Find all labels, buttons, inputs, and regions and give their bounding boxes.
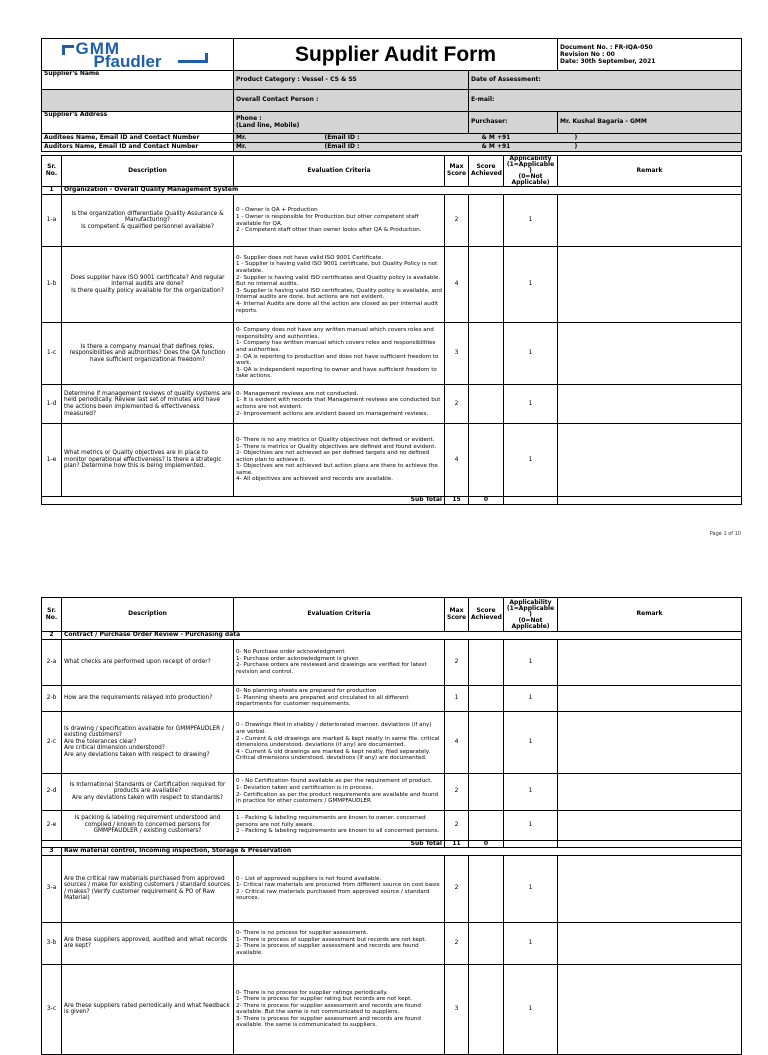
subtotal-max: 11 bbox=[445, 840, 469, 848]
row-score-achieved[interactable] bbox=[469, 964, 504, 1054]
auditees-label: Auditees Name, Email ID and Contact Number bbox=[42, 134, 234, 143]
row-score-achieved[interactable] bbox=[469, 424, 504, 497]
row-evaluation-criteria: 0- There is no any metrics or Quality objectives not defined or evident. 1- There is metrics or Quality objectives are defined and found evident. 2- Objectives are not achieved as per defined targets and no defined action plan to achieve it. 3- Objectives are not achieved but action plans are there to achieve the same. 4- All objectives are achieved and records are available. bbox=[234, 424, 445, 497]
row-score-achieved[interactable] bbox=[469, 247, 504, 323]
row-max-score: 2 bbox=[445, 385, 469, 424]
row-applicability[interactable]: 1 bbox=[504, 810, 558, 840]
row-remark[interactable] bbox=[558, 922, 742, 964]
col-applicability: Applicability (1=Applicable ) (0=Not Applicable) bbox=[504, 598, 558, 632]
auditees-details[interactable]: Mr. (Email ID : & M +91 ) bbox=[234, 134, 742, 143]
row-remark[interactable] bbox=[558, 685, 742, 711]
row-evaluation-criteria: 0 - Drawings filed in shabby / deteriorated manner. deviations (if any) are verbal. 2 - Current & old drawings are marked & kept neatly in same file. critical dimensions understood. deviations (if any) are documented. 4 - Current & old drawings are marked & kept neatly. filed separately. Critical dimensions understood. deviations (if any) are documented. bbox=[234, 711, 445, 773]
section-number: 1 bbox=[42, 187, 62, 195]
auditees-mr: Mr. bbox=[236, 133, 247, 141]
row-max-score: 2 bbox=[445, 855, 469, 922]
row-evaluation-criteria: 0 - List of approved suppliers is not found available. 1- Critical raw materials are procured from different source on cost basis 2 - Critical raw materials purchased from approved source / standard sources. bbox=[234, 855, 445, 922]
row-max-score: 4 bbox=[445, 711, 469, 773]
auditors-email: (Email ID : bbox=[324, 142, 360, 150]
row-description: Are the critical raw materials purchased from approved sources / make for existing customers / standard sources / makes? (Verify customer requirement & PO of Raw Material) bbox=[62, 855, 234, 922]
row-evaluation-criteria: 0- No Purchase order acknowledgment 1- Purchase order acknowledgment is given 2- Purchase orders are reviewed and drawings are verified for latest revision and control. bbox=[234, 639, 445, 685]
row-description: Are these suppliers rated periodically and what feedback is given? bbox=[62, 964, 234, 1054]
row-score-achieved[interactable] bbox=[469, 685, 504, 711]
row-max-score: 2 bbox=[445, 810, 469, 840]
row-score-achieved[interactable] bbox=[469, 711, 504, 773]
row-description: How are the requirements relayed into production? bbox=[62, 685, 234, 711]
row-sr-no: 1-a bbox=[42, 195, 62, 247]
email-label: E-mail: bbox=[469, 90, 742, 112]
row-remark[interactable] bbox=[558, 964, 742, 1054]
row-sr-no: 2-c bbox=[42, 711, 62, 773]
row-description: Does supplier have ISO 9001 certificate? And regular internal audits are done? Is there quality policy available for the organization? bbox=[62, 247, 234, 323]
col-evaluation-criteria: Evaluation Criteria bbox=[234, 598, 445, 632]
logo-text-gmm: GMM bbox=[75, 38, 121, 58]
section-title: Contract / Purchase Order Review - Purchasing data bbox=[62, 632, 742, 640]
col-evaluation-criteria: Evaluation Criteria bbox=[234, 156, 445, 187]
row-score-achieved[interactable] bbox=[469, 922, 504, 964]
row-description: Are these suppliers approved, audited and what records are kept? bbox=[62, 922, 234, 964]
table-row bbox=[42, 810, 742, 840]
evaluation-table-page-1 bbox=[41, 155, 742, 505]
section-header-row bbox=[42, 848, 742, 856]
auditors-mr: Mr. bbox=[236, 142, 247, 150]
overall-contact-label: Overall Contact Person : bbox=[234, 90, 469, 112]
subtotal-achieved: 0 bbox=[469, 497, 504, 505]
row-score-achieved[interactable] bbox=[469, 195, 504, 247]
row-evaluation-criteria: 0- No planning sheets are prepared for production 1- Planning sheets are prepared and circulated to all different departments for customer requirements. bbox=[234, 685, 445, 711]
table-row bbox=[42, 639, 742, 685]
table-row bbox=[42, 247, 742, 323]
auditees-mobile: & M +91 bbox=[481, 133, 511, 141]
row-remark[interactable] bbox=[558, 639, 742, 685]
row-sr-no: 2-a bbox=[42, 639, 62, 685]
col-sr-no: Sr. No. bbox=[42, 598, 62, 632]
row-applicability[interactable]: 1 bbox=[504, 964, 558, 1054]
section-title: Raw material control, Incoming inspection, Storage & Preservation bbox=[62, 848, 742, 856]
col-max-score: Max Score bbox=[445, 156, 469, 187]
row-sr-no: 1-e bbox=[42, 424, 62, 497]
row-evaluation-criteria: 0- There is no process for supplier assessment. 1- There is process of supplier assessment but records are not kept. 2- There is process of supplier assessment and records are found available. bbox=[234, 922, 445, 964]
row-applicability[interactable]: 1 bbox=[504, 424, 558, 497]
table-row bbox=[42, 773, 742, 810]
row-evaluation-criteria: 1 - Packing & labeling requirements are known to owner. concerned persons are not fully aware. 2 - Packing & labeling requirements are known to all concerned persons. bbox=[234, 810, 445, 840]
col-remark: Remark bbox=[558, 156, 742, 187]
row-applicability[interactable]: 1 bbox=[504, 685, 558, 711]
row-remark[interactable] bbox=[558, 424, 742, 497]
auditors-details[interactable]: Mr. (Email ID : & M +91 ) bbox=[234, 143, 742, 152]
table-row bbox=[42, 385, 742, 424]
table-row bbox=[42, 711, 742, 773]
row-applicability[interactable]: 1 bbox=[504, 385, 558, 424]
row-evaluation-criteria: 0- Company does not have any written manual which covers roles and responsibility and authorities. 1- Company has written manual which covers roles and responsibilities and authorities. 2- QA is reporting to production and does not have sufficient freedom to work. 3- QA is independent reporting to owner and have sufficient freedom to take actions. bbox=[234, 323, 445, 385]
auditees-email: (Email ID : bbox=[324, 133, 360, 141]
row-description: Determine if management reviews of quality systems are held periodically. Review last set of minutes and have the actions been implemented & effectiveness measured? bbox=[62, 385, 234, 424]
row-applicability[interactable]: 1 bbox=[504, 855, 558, 922]
supplier-name-field[interactable] bbox=[42, 90, 234, 112]
section-number: 2 bbox=[42, 632, 62, 640]
row-sr-no: 2-b bbox=[42, 685, 62, 711]
auditors-mobile: & M +91 bbox=[481, 142, 511, 150]
row-remark[interactable] bbox=[558, 385, 742, 424]
logo-cell bbox=[42, 39, 234, 71]
row-remark[interactable] bbox=[558, 323, 742, 385]
row-remark[interactable] bbox=[558, 711, 742, 773]
revision-number: Revision No : 00 bbox=[560, 51, 615, 58]
subtotal-label: Sub Total bbox=[42, 497, 445, 505]
row-score-achieved[interactable] bbox=[469, 773, 504, 810]
row-sr-no: 1-b bbox=[42, 247, 62, 323]
table-row bbox=[42, 424, 742, 497]
evaluation-table-page-2 bbox=[41, 597, 742, 1055]
supplier-name-label: Supplier's Name bbox=[42, 71, 234, 90]
row-applicability[interactable]: 1 bbox=[504, 773, 558, 810]
row-max-score: 3 bbox=[445, 964, 469, 1054]
row-max-score: 2 bbox=[445, 773, 469, 810]
row-max-score: 1 bbox=[445, 685, 469, 711]
product-category: Product Category : Vessel - CS & SS bbox=[234, 71, 469, 90]
table-row bbox=[42, 855, 742, 922]
row-max-score: 4 bbox=[445, 247, 469, 323]
auditors-label: Auditors Name, Email ID and Contact Number bbox=[42, 143, 234, 152]
col-max-score: Max Score bbox=[445, 598, 469, 632]
col-remark: Remark bbox=[558, 598, 742, 632]
purchaser-label: Purchaser: bbox=[469, 112, 558, 134]
table-row bbox=[42, 922, 742, 964]
row-remark[interactable] bbox=[558, 247, 742, 323]
row-max-score: 2 bbox=[445, 922, 469, 964]
col-score-achieved: Score Achieved bbox=[469, 598, 504, 632]
row-description: What checks are performed upon receipt of order? bbox=[62, 639, 234, 685]
row-sr-no: 1-c bbox=[42, 323, 62, 385]
row-max-score: 4 bbox=[445, 424, 469, 497]
purchaser-value: Mr. Kushal Bagaria - GMM bbox=[558, 112, 742, 134]
doc-number: Document No. : FR-IQA-050 bbox=[560, 44, 653, 51]
section-header-row bbox=[42, 187, 742, 195]
row-description: Is there a company manual that defines roles, responsibilities and authorities? Does the QA function have sufficient organizational freedom? bbox=[62, 323, 234, 385]
col-sr-no: Sr. No. bbox=[42, 156, 62, 187]
row-score-achieved[interactable] bbox=[469, 385, 504, 424]
row-evaluation-criteria: 0 - No Certification found available as per the requirement of product. 1- Deviation taken and certification is in process. 2- Certification as per the product requirements are available and found in practice for other customers / GMMPFAUDLER bbox=[234, 773, 445, 810]
row-sr-no: 3-a bbox=[42, 855, 62, 922]
column-header-row bbox=[42, 598, 742, 632]
col-score-achieved: Score Achieved bbox=[469, 156, 504, 187]
row-applicability[interactable]: 1 bbox=[504, 195, 558, 247]
row-description: What metrics or Quality objectives are in place to monitor operational effectiveness? Is there a strategic plan? Determine how this is being implemented. bbox=[62, 424, 234, 497]
phone-label: Phone : (Land line, Mobile) bbox=[234, 112, 469, 134]
subtotal-row bbox=[42, 497, 742, 505]
row-evaluation-criteria: 0- Management reviews are not conducted. 1- It is evident with records that Management reviews are conducted but actions are not evident. 2- Improvement actions are evident based on management reviews. bbox=[234, 385, 445, 424]
row-sr-no: 2-e bbox=[42, 810, 62, 840]
subtotal-label: Sub Total bbox=[42, 840, 445, 848]
row-max-score: 2 bbox=[445, 639, 469, 685]
table-row bbox=[42, 323, 742, 385]
row-score-achieved[interactable] bbox=[469, 323, 504, 385]
row-applicability[interactable]: 1 bbox=[504, 323, 558, 385]
row-sr-no: 2-d bbox=[42, 773, 62, 810]
row-description: Is International Standards or Certification required for products are available? Are any deviations taken with respect to standards? bbox=[62, 773, 234, 810]
row-max-score: 2 bbox=[445, 195, 469, 247]
row-applicability[interactable]: 1 bbox=[504, 639, 558, 685]
table-row bbox=[42, 685, 742, 711]
page-number: Page 1 of 10 bbox=[709, 531, 741, 537]
row-evaluation-criteria: 0- Supplier does not have valid ISO 9001 Certificate. 1 - Supplier is having valid ISO 9001 certificate, but Quality Policy is not available. 2- Supplier is having valid ISO certificates and Quality policy is available. But no internal audits. 3- Supplier is having valid ISO certificates, Quality policy is available, and Internal audits are done, but actions are not evident. 4- Internal Audits are done all the action are closed as per internal audit reports. bbox=[234, 247, 445, 323]
row-description: Is drawing / specification available for GMMPFAUDLER / existing customers? Are the tolerances clear? Are critical dimension understood? Are any deviations taken with respect to drawing? bbox=[62, 711, 234, 773]
section-number: 3 bbox=[42, 848, 62, 856]
subtotal-row bbox=[42, 840, 742, 848]
supplier-address-label: Supplier's Address bbox=[42, 112, 234, 134]
row-remark[interactable] bbox=[558, 855, 742, 922]
row-applicability[interactable]: 1 bbox=[504, 711, 558, 773]
header-info-table bbox=[41, 38, 742, 152]
row-description: Is packing & labeling requirement understood and complied / known to concerned persons for GMMPFAUDLER / existing customers? bbox=[62, 810, 234, 840]
col-description: Description bbox=[62, 598, 234, 632]
col-applicability: Applicability (1=Applicable ) (0=Not Applicable) bbox=[504, 156, 558, 187]
row-max-score: 3 bbox=[445, 323, 469, 385]
row-score-achieved[interactable] bbox=[469, 855, 504, 922]
row-evaluation-criteria: 0- There is no process for supplier ratings periodically. 1- There is process for supplier rating but records are not kept. 2- There is process for supplier assessment and records are found available. But the same is not communicated to suppliers. 3- There is process for supplier assessment and records are found available. the same is communicated to suppliers. bbox=[234, 964, 445, 1054]
row-sr-no: 1-d bbox=[42, 385, 62, 424]
section-header-row bbox=[42, 632, 742, 640]
col-description: Description bbox=[62, 156, 234, 187]
row-description: Is the organization differentiate Quality Assurance & Manufacturing? Is competent & qualified personnel available? bbox=[62, 195, 234, 247]
row-sr-no: 3-b bbox=[42, 922, 62, 964]
section-title: Organization - Overall Quality Management System bbox=[62, 187, 742, 195]
subtotal-achieved: 0 bbox=[469, 840, 504, 848]
row-remark[interactable] bbox=[558, 773, 742, 810]
row-applicability[interactable]: 1 bbox=[504, 922, 558, 964]
row-sr-no: 3-c bbox=[42, 964, 62, 1054]
row-remark[interactable] bbox=[558, 810, 742, 840]
page-title: Supplier Audit Form bbox=[234, 39, 558, 71]
subtotal-max: 15 bbox=[445, 497, 469, 505]
company-logo bbox=[44, 40, 231, 70]
row-evaluation-criteria: 0 - Owner is QA + Production 1 - Owner is responsible for Production but other competent staff available for QA. 2 - Competent staff other than owner looks after QA & Production. bbox=[234, 195, 445, 247]
row-applicability[interactable]: 1 bbox=[504, 247, 558, 323]
row-remark[interactable] bbox=[558, 195, 742, 247]
document-info bbox=[558, 39, 742, 71]
logo-text-pfaudler: Pfaudler bbox=[93, 51, 162, 71]
row-score-achieved[interactable] bbox=[469, 639, 504, 685]
column-header-row bbox=[42, 156, 742, 187]
row-score-achieved[interactable] bbox=[469, 810, 504, 840]
table-row bbox=[42, 964, 742, 1054]
doc-date: Date: 30th September, 2021 bbox=[560, 58, 656, 65]
table-row bbox=[42, 195, 742, 247]
date-of-assessment-label: Date of Assessment: bbox=[469, 71, 742, 90]
